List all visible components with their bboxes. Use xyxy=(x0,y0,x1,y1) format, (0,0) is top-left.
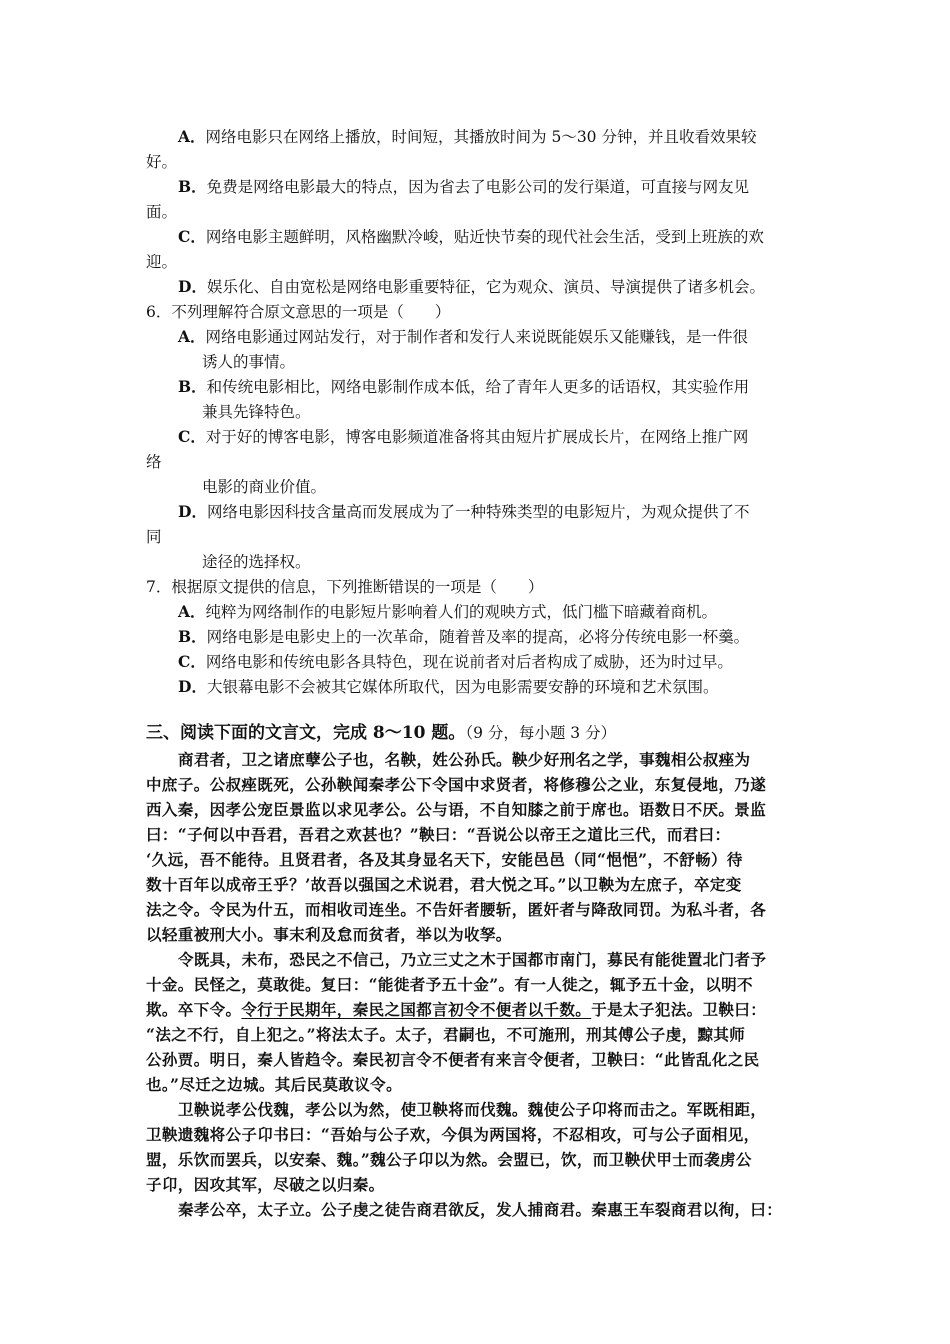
q5-option-b-cont: 面。 xyxy=(146,203,178,221)
section-heading: 三、阅读下面的文言文，完成 8～10 题。（9 分，每小题 3 分） xyxy=(146,723,617,743)
q6-option-c-cont2: 电影的商业价值。 xyxy=(202,478,327,496)
q6-option-d-cont: 同 xyxy=(146,528,162,546)
q7-option-a: A．纯粹为网络制作的电影短片影响着人们的观映方式，低门槛下暗藏着商机。 xyxy=(178,602,718,621)
q5-option-c: C．网络电影主题鲜明，风格幽默冷峻，贴近快节奏的现代社会生活，受到上班族的欢 xyxy=(178,227,764,246)
passage-line: 秦孝公卒，太子立。公子虔之徒告商君欲反，发人捕商君。秦惠王车裂商君以徇，曰： xyxy=(178,1200,783,1219)
passage-line: 也。”尽迁之边城。其后民莫敢议令。 xyxy=(146,1075,402,1094)
q6-option-b: B．和传统电影相比，网络电影制作成本低，给了青年人更多的话语权，其实验作用 xyxy=(178,377,750,396)
passage-line: 以轻重被刑大小。事末利及怠而贫者，举以为收孥。 xyxy=(146,925,512,944)
passage-line: 法之令。令民为什五，而相收司连坐。不告奸者腰斩，匿奸者与降敌同罚。为私斗者，各 xyxy=(146,900,767,919)
q6-option-c: C．对于好的博客电影，博客电影频道准备将其由短片扩展成长片，在网络上推广网 xyxy=(178,427,749,446)
q6-option-d-cont2: 途径的选择权。 xyxy=(202,553,311,571)
q5-option-d: D．娱乐化、自由宽松是网络电影重要特征，它为观众、演员、导演提供了诸多机会。 xyxy=(178,277,765,296)
passage-line: 令既具，未布，恐民之不信己，乃立三丈之木于国都市南门，募民有能徙置北门者予 xyxy=(178,950,767,969)
q6-option-d: D．网络电影因科技含量高而发展成为了一种特殊类型的电影短片，为观众提供了不 xyxy=(178,502,750,521)
passage-line: 商君者，卫之诸庶孽公子也，名鞅，姓公孙氏。鞅少好刑名之学，事魏相公叔痤为 xyxy=(178,750,751,769)
passage-line: 中庶子。公叔痤既死，公孙鞅闻秦孝公下令国中求贤者，将修穆公之业，东复侵地，乃遂 xyxy=(146,775,767,794)
q6-stem: 6．不列理解符合原文意思的一项是（ ） xyxy=(146,303,451,321)
passage-line: “法之不行，自上犯之。”将法太子。太子，君嗣也，不可施刑，刑其傅公子虔，黥其师 xyxy=(146,1025,746,1044)
passage-line: 卫鞅说孝公伐魏，孝公以为然，使卫鞅将而伐魏。魏使公子卬将而击之。军既相距， xyxy=(178,1100,767,1119)
passage-line: 数十百年以成帝王乎？’故吾以强国之术说君，君大悦之耳。”以卫鞅为左庶子，卒定变 xyxy=(146,875,742,894)
q6-option-b-cont: 兼具先锋特色。 xyxy=(202,403,311,421)
q7-option-c: C．网络电影和传统电影各具特色，现在说前者对后者构成了威胁，还为时过早。 xyxy=(178,652,733,671)
passage-line: 曰：“子何以中吾君，吾君之欢甚也？”鞅曰：“吾说公以帝王之道比三代，而君曰： xyxy=(146,825,731,844)
q5-option-c-cont: 迎。 xyxy=(146,253,178,271)
q5-option-b: B．免费是网络电影最大的特点，因为省去了电影公司的发行渠道，可直接与网友见 xyxy=(178,177,750,196)
passage-line: 盟，乐饮而罢兵，以安秦、魏。”魏公子卬以为然。会盟已，饮，而卫鞅伏甲士而袭虏公 xyxy=(146,1150,752,1169)
passage-line: 十金。民怪之，莫敢徙。复曰：“能徙者予五十金”。有一人徙之，辄予五十金，以明不 xyxy=(146,975,753,994)
passage-line: 子卬，因攻其军，尽破之以归秦。 xyxy=(146,1175,385,1194)
passage-line: 欺。卒下令。令行于民期年，秦民之国都言初令不便者以千数。于是太子犯法。卫鞅曰： xyxy=(146,1000,767,1019)
q6-option-c-cont: 络 xyxy=(146,453,162,471)
passage-line: 西入秦，因孝公宠臣景监以求见孝公。公与语，不自知膝之前于席也。语数日不厌。景监 xyxy=(146,800,767,819)
q7-option-d: D．大银幕电影不会被其它媒体所取代，因为电影需要安静的环境和艺术氛围。 xyxy=(178,677,719,696)
q5-option-a: A．网络电影只在网络上播放，时间短，其播放时间为 5～30 分钟，并且收看效果较 xyxy=(178,127,757,146)
q5-option-a-cont: 好。 xyxy=(146,153,178,171)
underlined-sentence: 令行于民期年，秦民之国都言初令不便者以千数。 xyxy=(241,1000,592,1019)
q6-option-a-cont: 诱人的事情。 xyxy=(202,353,296,371)
passage-line: 公孙贾。明日，秦人皆趋令。秦民初言令不便者有来言令便者，卫鞅曰：“此皆乱化之民 xyxy=(146,1050,760,1069)
passage-line: 卫鞅遗魏将公子卬书曰：“吾始与公子欢，今俱为两国将，不忍相攻，可与公子面相见， xyxy=(146,1125,760,1144)
passage-line: ‘久远，吾不能待。且贤君者，各及其身显名天下，安能邑邑（同“悒悒”，不舒畅）待 xyxy=(146,850,743,869)
q7-option-b: B．网络电影是电影史上的一次革命，随着普及率的提高，必将分传统电影一杯羹。 xyxy=(178,627,750,646)
q6-option-a: A．网络电影通过网站发行，对于制作者和发行人来说既能娱乐又能赚钱，是一件很 xyxy=(178,327,749,346)
q7-stem: 7．根据原文提供的信息，下列推断错误的一项是（ ） xyxy=(146,578,544,596)
